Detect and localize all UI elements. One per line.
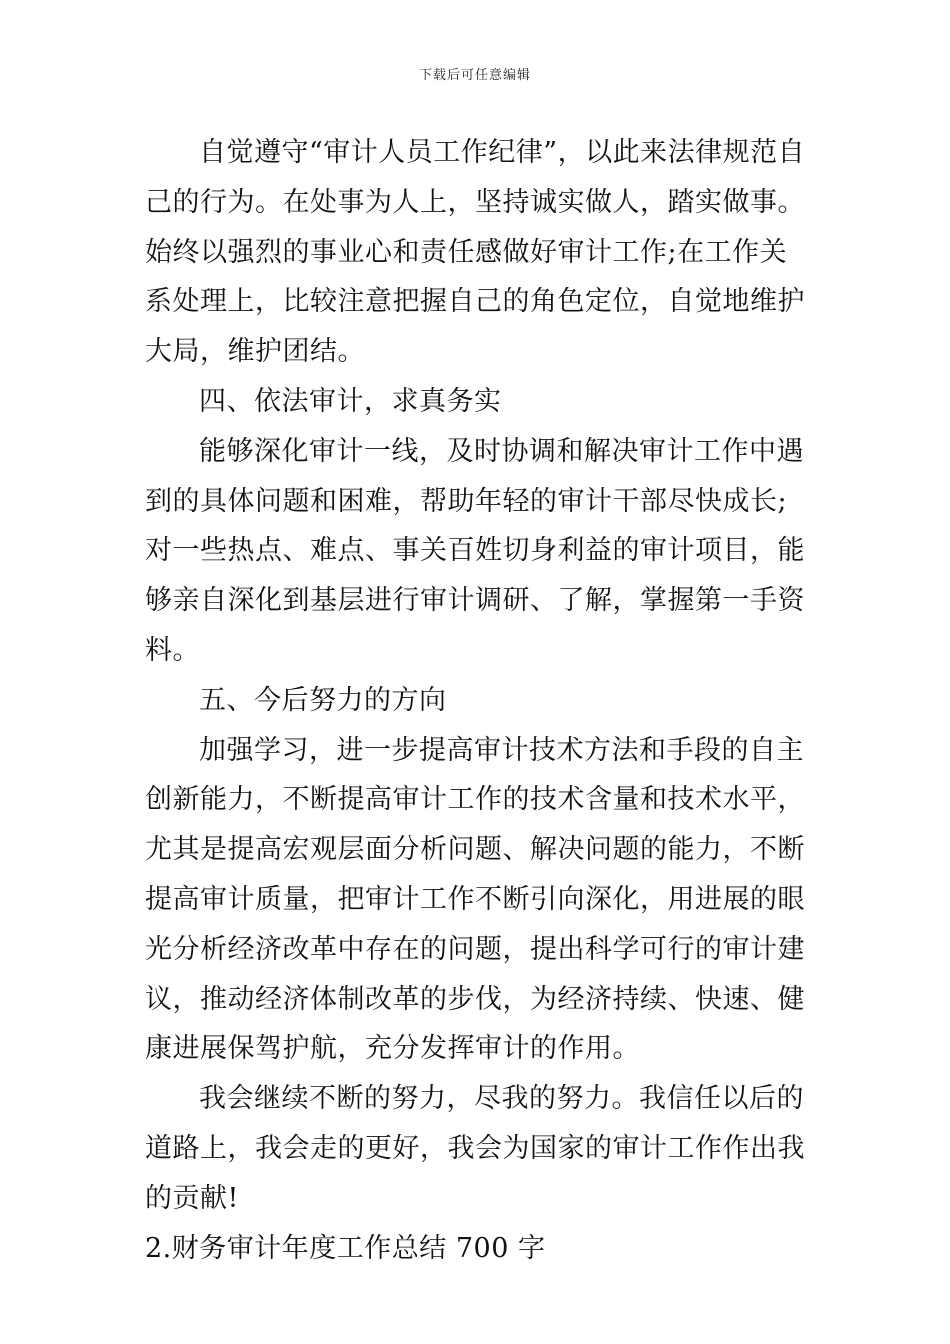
page-header: 下载后可任意编辑 bbox=[418, 68, 531, 83]
heading-lawful-audit: 四、依法审计，求真务实 bbox=[199, 385, 502, 417]
document-body bbox=[145, 128, 810, 1273]
heading-future-direction: 五、今后努力的方向 bbox=[199, 684, 447, 716]
section-title: 2.财务审计年度工作总结 700 字 bbox=[145, 1232, 546, 1264]
paragraph-learning: 加强学习，进一步提高审计技术方法和手段的自主创新能力，不断提高审计工作的技术含量和技术水平，尤其是提高宏观层面分析问题、解决问题的能力，不断提高审计质量，把审计工作不断引向深化，用进展的眼光分析经济改革中存在的问题，提出科学可行的审计建议，推动经济体制改革的步伐，为经济持续、快速、健康进展保驾护航，充分发挥审计的作用。 bbox=[145, 734, 805, 1065]
paragraph-closing: 我会继续不断的努力，尽我的努力。我信任以后的道路上，我会走的更好，我会为国家的审计工作作出我的贡献! bbox=[145, 1083, 805, 1214]
paragraph-frontline: 能够深化审计一线，及时协调和解决审计工作中遇到的具体问题和困难，帮助年轻的审计干部尽快成长;对一些热点、难点、事关百姓切身利益的审计项目，能够亲自深化到基层进行审计调研、了解，掌握第一手资料。 bbox=[145, 435, 805, 666]
paragraph-discipline: 自觉遵守“审计人员工作纪律”，以此来法律规范自己的行为。在处事为人上，坚持诚实做人，踏实做事。始终以强烈的事业心和责任感做好审计工作;在工作关系处理上，比较注意把握自己的角色定位，自觉地维护大局，维护团结。 bbox=[145, 137, 806, 368]
